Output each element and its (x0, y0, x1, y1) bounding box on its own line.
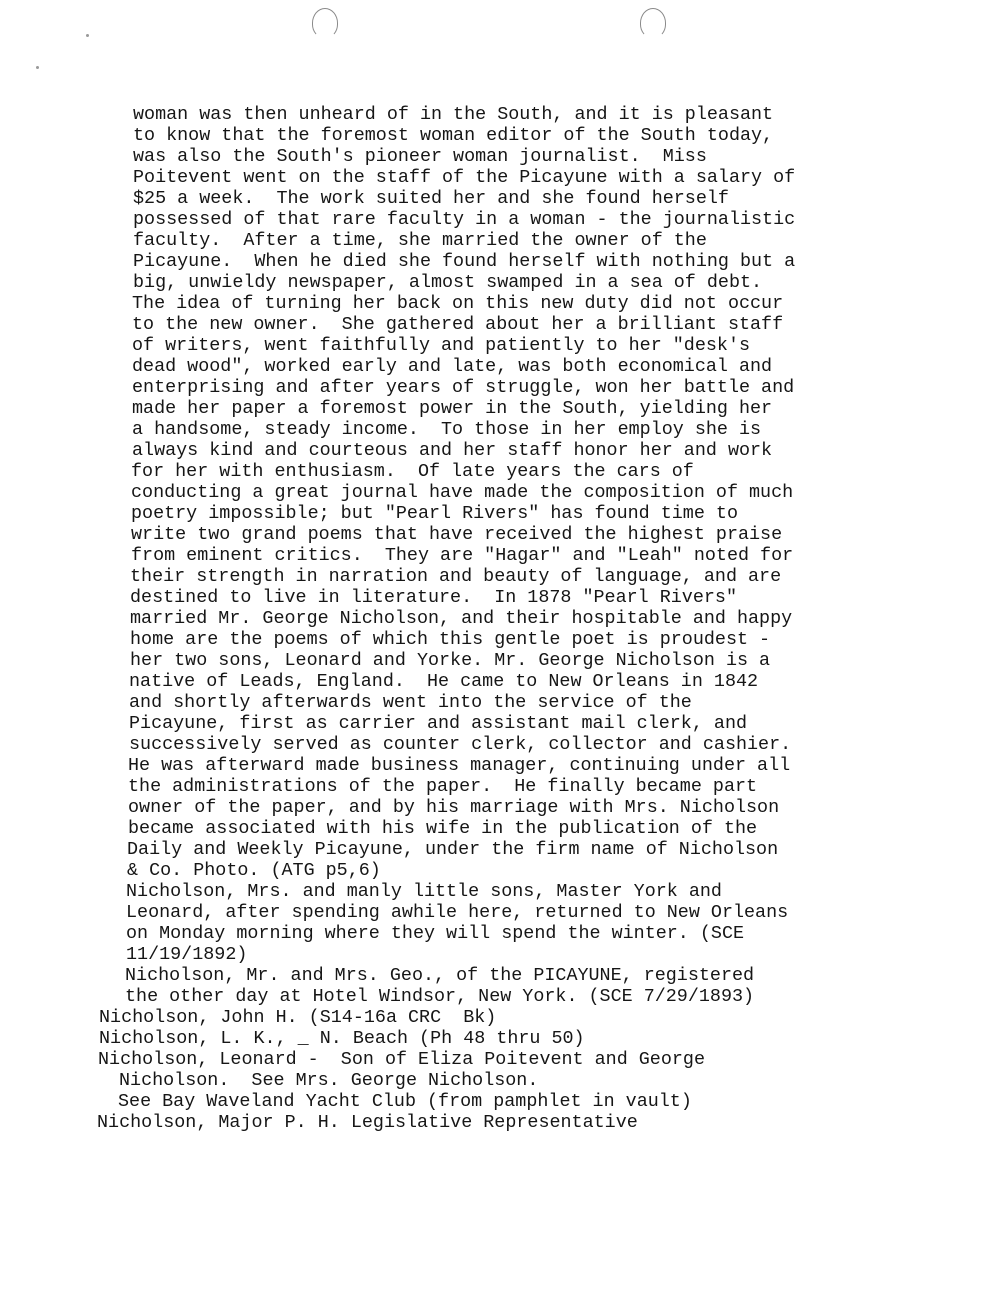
text-line: the administrations of the paper. He finally became part (128, 776, 758, 797)
text-line: Picayune. When he died she found herself with nothing but a (133, 251, 796, 272)
text-line: to the new owner. She gathered about her a brilliant staff (132, 314, 784, 335)
text-line: Poitevent went on the staff of the Picayune with a salary of (133, 167, 796, 188)
text-line: Daily and Weekly Picayune, under the firm name of Nicholson (127, 839, 779, 860)
text-line: Nicholson, L. K., _ N. Beach (Ph 48 thru 50) (99, 1028, 585, 1049)
text-line: became associated with his wife in the publication of the (128, 818, 758, 839)
text-line: poetry impossible; but "Pearl Rivers" has found time to (131, 503, 738, 524)
text-line: Nicholson, Leonard - Son of Eliza Poitevent and George (98, 1049, 705, 1070)
text-line: native of Leads, England. He came to New Orleans in 1842 (129, 671, 759, 692)
text-line: faculty. After a time, she married the owner of the (133, 230, 707, 251)
text-line: Leonard, after spending awhile here, returned to New Orleans (126, 902, 789, 923)
punch-hole-mark (312, 8, 338, 38)
text-line: on Monday morning where they will spend the winter. (SCE (126, 923, 745, 944)
text-line: owner of the paper, and by his marriage with Mrs. Nicholson (128, 797, 780, 818)
text-line: home are the poems of which this gentle poet is proudest - (130, 629, 771, 650)
text-line: Nicholson, Mr. and Mrs. Geo., of the PICAYUNE, registered (125, 965, 755, 986)
scan-speck (86, 34, 89, 37)
text-line: 11/19/1892) (126, 944, 248, 965)
text-line: a handsome, steady income. To those in her employ she is (132, 419, 762, 440)
text-line: the other day at Hotel Windsor, New York. (SCE 7/29/1893) (125, 986, 755, 1007)
text-line: See Bay Waveland Yacht Club (from pamphlet in vault) (118, 1091, 692, 1112)
text-line: Nicholson, Major P. H. Legislative Representative (97, 1112, 638, 1133)
text-line: from eminent critics. They are "Hagar" and "Leah" noted for (131, 545, 794, 566)
text-line: conducting a great journal have made the composition of much (131, 482, 794, 503)
text-line: woman was then unheard of in the South, and it is pleasant (133, 104, 774, 125)
text-line: of writers, went faithfully and patiently to her "desk's (132, 335, 751, 356)
text-line: destined to live in literature. In 1878 "Pearl Rivers" (130, 587, 737, 608)
text-line: Nicholson. See Mrs. George Nicholson. (119, 1070, 539, 1091)
text-line: her two sons, Leonard and Yorke. Mr. George Nicholson is a (130, 650, 771, 671)
text-line: $25 a week. The work suited her and she found herself (133, 188, 729, 209)
text-line: Nicholson, John H. (S14-16a CRC Bk) (99, 1007, 497, 1028)
text-line: dead wood", worked early and late, was both economical and (132, 356, 773, 377)
text-line: their strength in narration and beauty of language, and are (130, 566, 782, 587)
punch-hole-mark (640, 8, 666, 38)
text-line: He was afterward made business manager, continuing under all (128, 755, 791, 776)
text-line: and shortly afterwards went into the service of the (129, 692, 692, 713)
text-line: successively served as counter clerk, collector and cashier. (129, 734, 792, 755)
text-line: married Mr. George Nicholson, and their hospitable and happy (130, 608, 793, 629)
text-line: always kind and courteous and her staff honor her and work (132, 440, 773, 461)
text-line: write two grand poems that have received the highest praise (131, 524, 783, 545)
text-line: Picayune, first as carrier and assistant mail clerk, and (129, 713, 748, 734)
text-line: Nicholson, Mrs. and manly little sons, Master York and (126, 881, 722, 902)
text-line: & Co. Photo. (ATG p5,6) (127, 860, 381, 881)
text-line: made her paper a foremost power in the South, yielding her (132, 398, 773, 419)
text-line: for her with enthusiasm. Of late years the cars of (131, 461, 694, 482)
text-line: The idea of turning her back on this new duty did not occur (132, 293, 784, 314)
text-line: possessed of that rare faculty in a woman - the journalistic (133, 209, 796, 230)
text-line: was also the South's pioneer woman journalist. Miss (133, 146, 707, 167)
scan-speck (36, 66, 39, 69)
text-line: to know that the foremost woman editor of the South today, (133, 125, 774, 146)
text-line: enterprising and after years of struggle, won her battle and (132, 377, 795, 398)
text-line: big, unwieldy newspaper, almost swamped in a sea of debt. (133, 272, 763, 293)
